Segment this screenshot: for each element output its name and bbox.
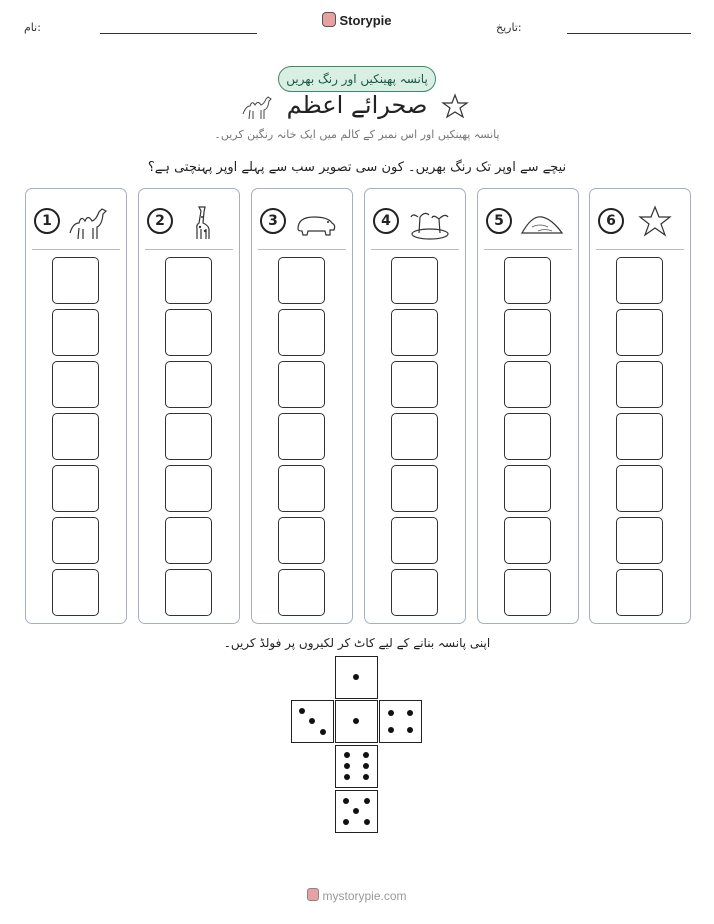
camel-icon	[66, 203, 116, 241]
color-box[interactable]	[278, 465, 325, 512]
color-box[interactable]	[52, 465, 99, 512]
star-icon	[630, 203, 680, 241]
color-box[interactable]	[278, 569, 325, 616]
color-box[interactable]	[616, 257, 663, 304]
color-box[interactable]	[52, 413, 99, 460]
column-divider	[596, 249, 684, 250]
brand-name: Storypie	[339, 13, 392, 28]
color-box[interactable]	[165, 309, 212, 356]
color-box[interactable]	[391, 257, 438, 304]
column-header	[260, 203, 344, 241]
color-box[interactable]	[504, 465, 551, 512]
column-5	[477, 188, 579, 624]
color-box[interactable]	[165, 361, 212, 408]
name-line	[100, 33, 257, 34]
color-box[interactable]	[278, 413, 325, 460]
color-box[interactable]	[391, 569, 438, 616]
column-number: 5	[486, 208, 512, 234]
color-box[interactable]	[278, 309, 325, 356]
column-1	[25, 188, 127, 624]
column-divider	[32, 249, 120, 250]
dice-face-1	[335, 656, 378, 699]
mascot-icon	[322, 12, 336, 27]
color-box[interactable]	[504, 309, 551, 356]
brand-logo	[0, 12, 714, 28]
mascot-icon	[307, 888, 319, 901]
column-number: 1	[34, 208, 60, 234]
column-header	[147, 203, 231, 241]
dice-face-4	[379, 700, 422, 743]
dice-face-3	[291, 700, 334, 743]
question-text: نیچے سے اوپر تک رنگ بھریں۔ کون سی تصویر سب سے پہلے اوپر پہنچتی ہے؟	[147, 160, 567, 175]
color-box[interactable]	[391, 413, 438, 460]
column-header	[486, 203, 570, 241]
column-header	[598, 203, 682, 241]
color-box[interactable]	[504, 413, 551, 460]
dice-instruction: اپنی پانسہ بنانے کے لیے کاٹ کر لکیروں پر فولڈ کریں۔	[223, 636, 491, 650]
color-box[interactable]	[504, 361, 551, 408]
column-divider	[484, 249, 572, 250]
color-box[interactable]	[391, 517, 438, 564]
color-box[interactable]	[52, 517, 99, 564]
color-box[interactable]	[616, 465, 663, 512]
giraffe-icon	[179, 203, 229, 241]
name-label: نام:	[24, 21, 41, 34]
color-box[interactable]	[52, 569, 99, 616]
color-box[interactable]	[52, 309, 99, 356]
hippo-icon	[292, 203, 342, 241]
date-label: تاریخ:	[496, 21, 522, 34]
color-box[interactable]	[616, 517, 663, 564]
page-title: صحرائے اعظم	[286, 91, 428, 119]
column-number: 6	[598, 208, 624, 234]
color-box[interactable]	[52, 361, 99, 408]
dice-face-6	[335, 745, 378, 788]
activity-pill: پانسہ پھینکیں اور رنگ بھریں	[278, 66, 436, 92]
color-box[interactable]	[165, 257, 212, 304]
column-number: 2	[147, 208, 173, 234]
column-6	[589, 188, 691, 624]
color-box[interactable]	[52, 257, 99, 304]
color-box[interactable]	[504, 257, 551, 304]
color-box[interactable]	[391, 465, 438, 512]
column-3	[251, 188, 353, 624]
column-divider	[258, 249, 346, 250]
color-box[interactable]	[278, 517, 325, 564]
subtitle: پانسہ پھینکیں اور اس نمبر کے کالم میں ایک خانہ رنگین کریں۔	[214, 128, 500, 141]
color-box[interactable]	[165, 517, 212, 564]
color-box[interactable]	[391, 309, 438, 356]
color-box[interactable]	[504, 517, 551, 564]
column-2	[138, 188, 240, 624]
color-box[interactable]	[278, 257, 325, 304]
column-4	[364, 188, 466, 624]
column-header	[34, 203, 118, 241]
column-divider	[145, 249, 233, 250]
camel-icon	[240, 92, 276, 122]
star-icon	[441, 93, 469, 121]
color-box[interactable]	[616, 413, 663, 460]
color-box[interactable]	[391, 361, 438, 408]
oasis-icon	[405, 203, 455, 241]
column-number: 4	[373, 208, 399, 234]
color-box[interactable]	[165, 413, 212, 460]
column-number: 3	[260, 208, 286, 234]
column-divider	[371, 249, 459, 250]
footer: mystorypie.com	[0, 888, 714, 903]
color-box[interactable]	[616, 569, 663, 616]
color-box[interactable]	[165, 465, 212, 512]
dice-net	[291, 656, 426, 836]
color-box[interactable]	[278, 361, 325, 408]
dice-face-1b	[335, 700, 378, 743]
date-line	[567, 33, 691, 34]
color-box[interactable]	[165, 569, 212, 616]
sand-dune-icon	[518, 203, 568, 241]
color-box[interactable]	[616, 361, 663, 408]
color-box[interactable]	[504, 569, 551, 616]
color-box[interactable]	[616, 309, 663, 356]
dice-face-5	[335, 790, 378, 833]
column-header	[373, 203, 457, 241]
